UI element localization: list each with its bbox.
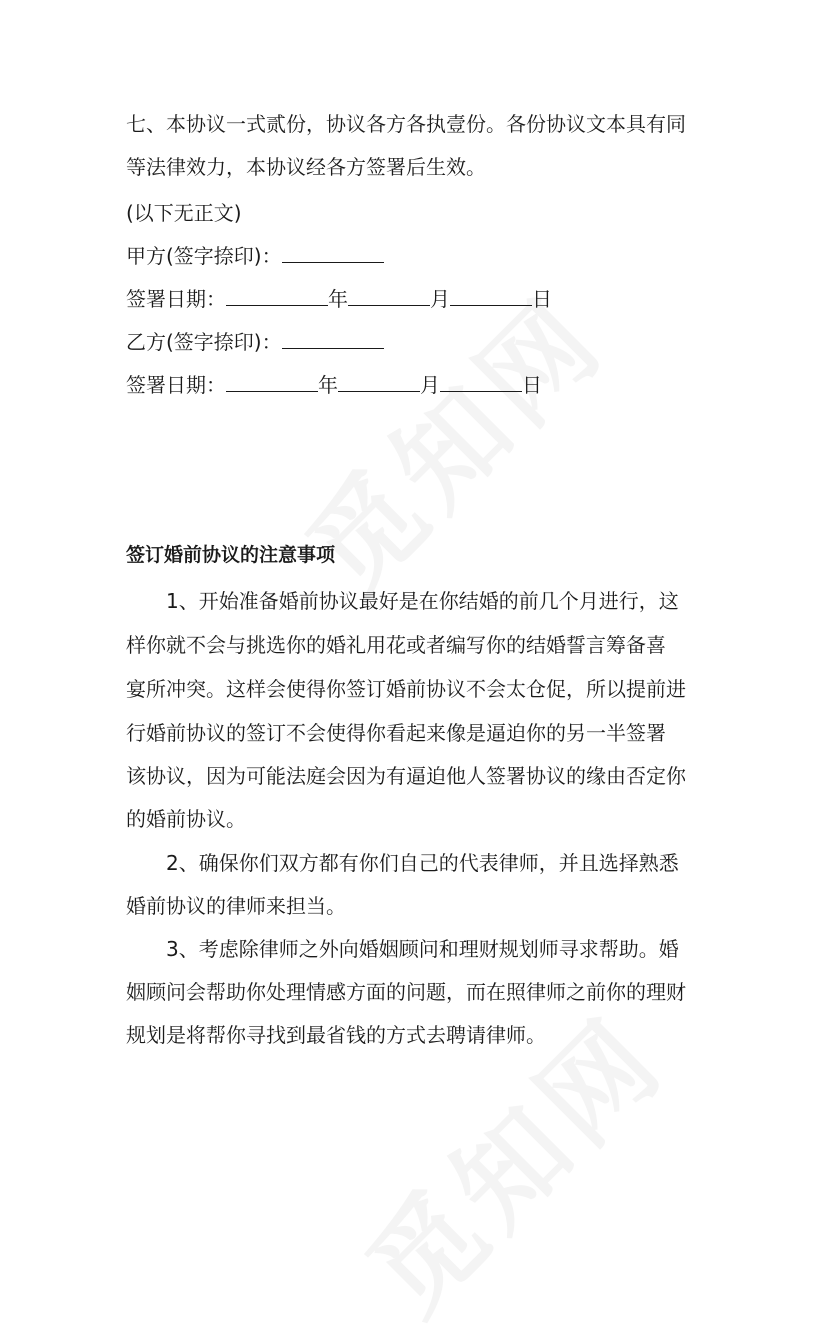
note-1-line-4: 行婚前协议的签订不会使得你看起来像是逼迫你的另一半签署 bbox=[126, 721, 666, 745]
party-b-date-label: 签署日期： bbox=[126, 373, 226, 397]
no-text-below: (以下无正文) bbox=[126, 201, 242, 225]
party-b-signature-line bbox=[126, 331, 384, 352]
party-b-month-label: 月 bbox=[420, 373, 440, 397]
party-a-day-label: 日 bbox=[532, 287, 552, 311]
party-b-year-label: 年 bbox=[318, 373, 338, 397]
note-1-line-5: 该协议，因为可能法庭会因为有逼迫他人签署协议的缘由否定你 bbox=[126, 764, 686, 788]
note-3-line-2: 姻顾问会帮助你处理情感方面的问题，而在照律师之前你的理财 bbox=[126, 980, 686, 1004]
party-b-signature-blank[interactable] bbox=[282, 331, 384, 349]
party-b-date-line bbox=[126, 374, 542, 395]
party-a-month-label: 月 bbox=[430, 287, 450, 311]
party-b-month-blank[interactable] bbox=[338, 374, 420, 392]
party-a-year-blank[interactable] bbox=[226, 288, 328, 306]
note-1-line-3: 宴所冲突。这样会使得你签订婚前协议不会太仓促，所以提前进 bbox=[126, 677, 686, 701]
watermark bbox=[267, 256, 633, 622]
note-1-line-1: 1、开始准备婚前协议最好是在你结婚的前几个月进行，这 bbox=[166, 589, 679, 613]
party-a-label: 甲方(签字捺印)： bbox=[126, 244, 282, 268]
note-1-line-6: 的婚前协议。 bbox=[126, 807, 246, 831]
note-2-line-1: 2、确保你们双方都有你们自己的代表律师，并且选择熟悉 bbox=[166, 851, 679, 875]
notes-heading: 签订婚前协议的注意事项 bbox=[126, 544, 336, 566]
party-a-date-line bbox=[126, 288, 552, 309]
note-1-line-2: 样你就不会与挑选你的婚礼用花或者编写你的结婚誓言筹备喜 bbox=[126, 633, 666, 657]
party-a-signature-blank[interactable] bbox=[282, 245, 384, 263]
party-a-day-blank[interactable] bbox=[450, 288, 532, 306]
party-a-signature-line bbox=[126, 245, 384, 266]
party-a-month-blank[interactable] bbox=[348, 288, 430, 306]
note-2-line-2: 婚前协议的律师来担当。 bbox=[126, 894, 346, 918]
note-3-line-1: 3、考虑除律师之外向婚姻顾问和理财规划师寻求帮助。婚 bbox=[166, 937, 679, 961]
party-a-year-label: 年 bbox=[328, 287, 348, 311]
note-3-line-3: 规划是将帮你寻找到最省钱的方式去聘请律师。 bbox=[126, 1023, 546, 1047]
party-b-day-blank[interactable] bbox=[440, 374, 522, 392]
party-b-day-label: 日 bbox=[522, 373, 542, 397]
party-a-date-label: 签署日期： bbox=[126, 287, 226, 311]
clause-7-line-2: 等法律效力，本协议经各方签署后生效。 bbox=[126, 155, 486, 179]
clause-7-line-1: 七、本协议一式贰份，协议各方各执壹份。各份协议文本具有同 bbox=[126, 112, 686, 136]
party-b-label: 乙方(签字捺印)： bbox=[126, 330, 282, 354]
party-b-year-blank[interactable] bbox=[226, 374, 318, 392]
